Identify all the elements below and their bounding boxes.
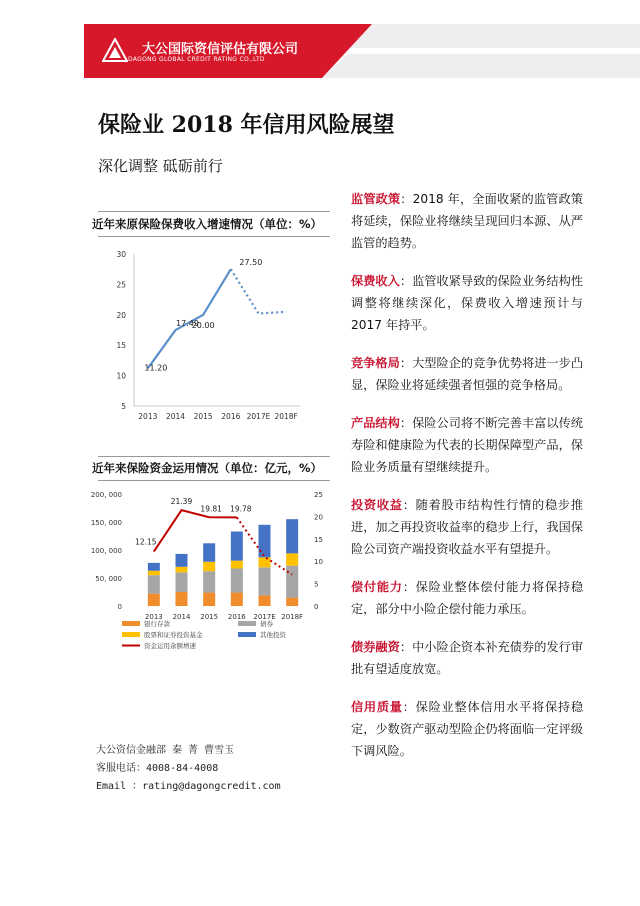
chart2-y-right-tick-label: 15 [314,535,323,544]
contact-info [96,742,281,796]
chart2-bar-segment [203,543,215,561]
chart2-data-label: 19.78 [230,504,252,514]
chart2-legend-label: 股票和证券投资基金 [144,631,203,639]
chart1-y-tick-label: 10 [116,371,126,381]
chart2-x-tick-label: 2014 [172,613,191,621]
chart2-bar-segment [231,593,243,606]
chart1-data-label: 27.50 [239,258,263,268]
header-banner [0,0,640,82]
chart2-bar-segment [231,568,243,592]
chart2-data-label: 21.39 [170,497,193,507]
chart2-bar-segment [231,532,243,561]
chart2-bar-segment [203,562,215,572]
chart2-bar-segment [176,572,188,592]
section-regulation: 监管政策：2018 年，全面收紧的监管政策将延续，保险业将继续呈现回归本源、从严监管的趋势。 [351,192,584,250]
chart2-bar-segment [259,595,271,606]
chart2-x-tick-label: 2015 [200,613,219,621]
chart2-bar-segment [203,593,215,606]
chart2-bar-segment [176,554,188,567]
section-competition: 竞争格局：大型险企的竞争优势将进一步凸显，保险业将延续强者恒强的竞争格局。 [351,356,584,392]
chart2-bar-segment [286,566,298,598]
chart2-bar-segment [286,553,298,565]
chart1-y-tick-label: 30 [116,250,126,259]
chart2-bar-segment [259,567,271,595]
chart1-divider-top [98,211,330,212]
section-product: 产品结构：保险公司将不断完善丰富以传统寿险和健康险为代表的长期保障型产品，保险业务质量有望继续提升。 [351,416,584,474]
chart1-x-tick-label: 2014 [165,412,186,421]
chart2-y-left-tick-label: 150, 000 [90,519,122,527]
chart2-y-right-tick-label: 20 [314,513,323,522]
chart2-data-label: 19.81 [200,504,222,514]
chart2-divider-top [98,456,330,457]
chart2-y-left-tick-label: 0 [117,603,122,611]
chart1-y-tick-label: 20 [116,310,126,320]
chart1-x-tick-label: 2015 [193,412,213,421]
contact-authors: 大公资信金融部 秦 菁 曹雪玉 [96,745,235,756]
section-bond-financing: 债券融资：中小险企资本补充债券的发行审批有望适度放宽。 [351,640,584,676]
page-title: 保险业 2018 年信用风险展望 [98,112,395,138]
chart1-data-label: 11.20 [144,363,168,373]
chart2-bar-segment [148,575,160,593]
chart2-y-left-tick-label: 100, 000 [90,547,122,555]
chart2-title: 近年来保险资金运用情况（单位：亿元，%） [92,461,323,475]
company-name-en: DAGONG GLOBAL CREDIT RATING CO.,LTD [128,56,265,63]
chart2-bar-segment [259,557,271,567]
chart2-bar-segment [176,592,188,606]
chart2-bar-segment [148,563,160,571]
chart1-y-tick-label: 15 [116,341,126,351]
section-solvency: 偿付能力：保险业整体偿付能力将保持稳定，部分中小险企偿付能力承压。 [351,580,584,616]
contact-phone: 客服电话：4008-84-4008 [96,763,219,774]
chart2-legend-label: 债券 [260,620,273,628]
chart1-x-tick-label: 2013 [138,412,158,421]
premium-growth-chart [90,240,340,425]
fund-usage-chart [88,482,338,662]
chart1-data-label: 20.00 [191,320,215,330]
chart2-legend-swatch [122,621,140,626]
chart2-data-label: 12.15 [135,537,157,547]
chart2-bar-segment [286,598,298,606]
company-name-cn: 大公国际资信评估有限公司 [142,42,299,57]
chart2-y-left-tick-label: 200, 000 [90,491,122,499]
section-credit-quality: 信用质量：保险业整体信用水平将保持稳定，少数资产驱动型险企仍将面临一定评级下调风险。 [351,700,584,758]
chart2-legend-label: 资金运用余额增速 [144,642,196,650]
chart2-y-right-tick-label: 0 [314,603,319,611]
chart2-y-left-tick-label: 50, 000 [95,575,122,583]
chart1-x-tick-label: 2016 [221,412,241,421]
chart1-x-tick-label: 2017E [246,412,271,421]
chart2-x-tick-label: 2017E [253,613,276,621]
chart2-y-right-tick-label: 10 [314,558,323,567]
chart1-data-label: 17.49 [176,319,199,329]
section-premium: 保费收入：监管收紧导致的保险业务结构性调整将继续深化，保费收入增速预计与 2017 年持平。 [351,274,584,332]
outlook-sections [351,188,583,778]
chart2-bar-segment [259,525,271,557]
chart1-title: 近年来原保险保费收入增速情况（单位：%） [92,217,323,231]
banner-background [0,0,640,82]
chart1-y-tick-label: 25 [116,280,126,290]
chart2-growth-line-actual [154,510,237,551]
chart2-y-right-tick-label: 25 [314,491,323,499]
chart2-legend-swatch [122,632,140,637]
contact-email[interactable]: Email ：rating@dagongcredit.com [96,781,281,792]
chart2-divider-bottom [98,480,330,481]
chart1-x-tick-label: 2018F [274,412,298,421]
section-investment: 投资收益：随着股市结构性行情的稳步推进，加之再投资收益率的稳步上行，我国保险公司资产端投资收益水平有望提升。 [351,498,584,556]
chart2-legend-swatch [238,632,256,637]
chart1-divider-bottom [98,236,330,237]
chart2-x-tick-label: 2018F [281,613,304,621]
chart2-bar-segment [148,571,160,575]
dagong-logo-icon [102,38,128,62]
chart2-x-tick-label: 2016 [227,613,246,621]
chart2-bar-segment [203,571,215,592]
chart2-bar-segment [176,567,188,573]
chart2-bar-segment [231,561,243,569]
chart2-legend-swatch [238,621,256,626]
chart1-series-line-forecast [231,269,286,313]
chart2-bar-segment [148,594,160,606]
chart2-legend-label: 其他投资 [260,631,286,639]
chart1-y-tick-label: 5 [121,402,126,411]
chart2-legend-label: 银行存款 [144,620,170,628]
chart2-bar-segment [286,519,298,553]
chart2-y-right-tick-label: 5 [314,580,319,589]
page-subtitle: 深化调整 砥砺前行 [98,157,223,175]
chart2-x-tick-label: 2013 [144,613,163,621]
